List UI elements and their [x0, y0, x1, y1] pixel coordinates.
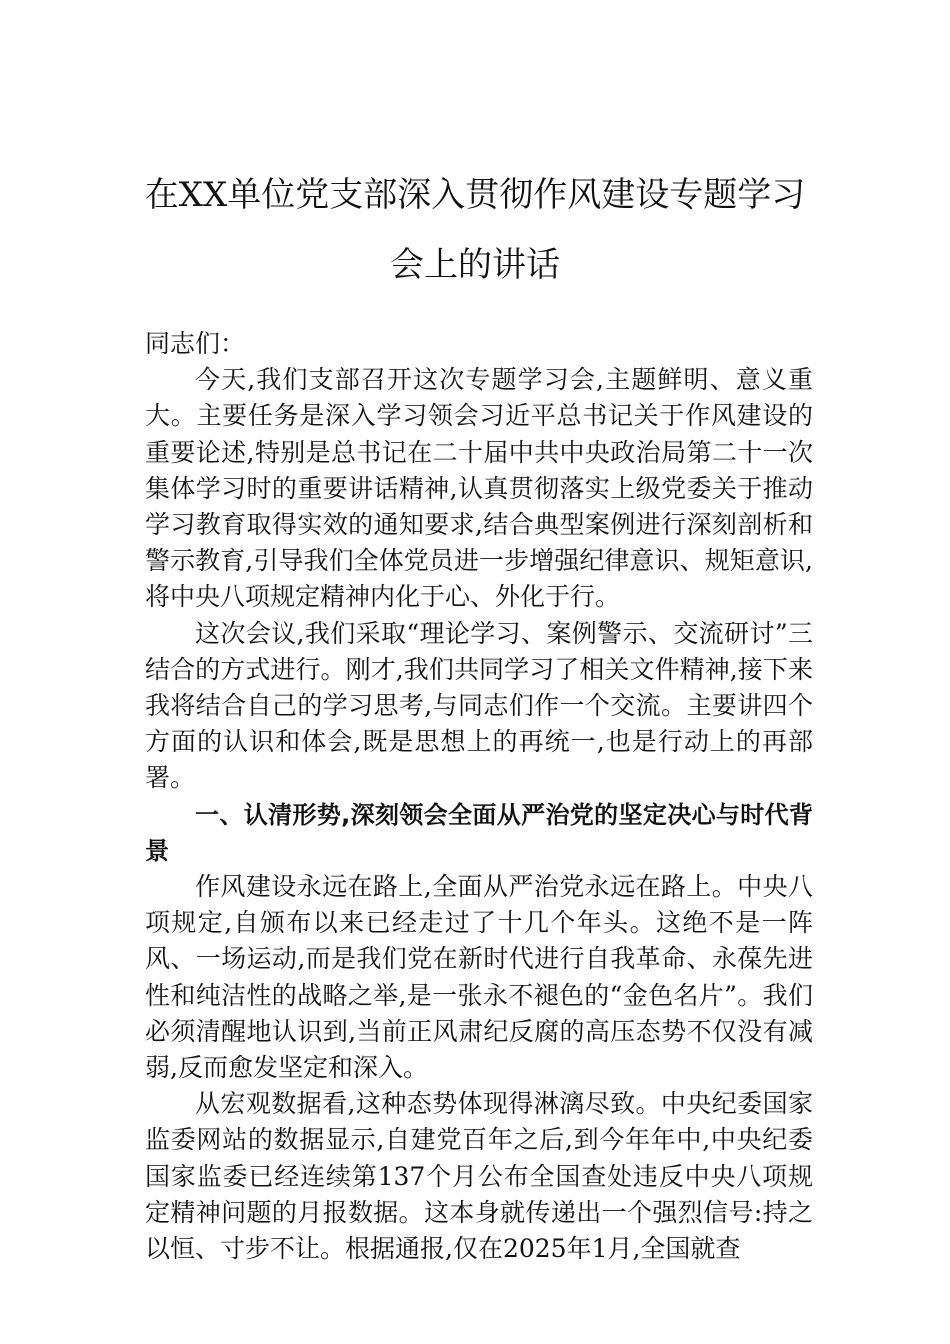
document-body: [145, 326, 813, 1267]
document-title: 在XX单位党支部深入贯彻作风建设专题学习会上的讲话: [144, 175, 806, 285]
section-heading-1: 一、认清形势,深刻领会全面从严治党的坚定决心与时代背景: [145, 800, 813, 865]
paragraph-opening: 今天,我们支部召开这次专题学习会,主题鲜明、意义重大。主要任务是深入学习领会习近平总书记关于作风建设的重要论述,特别是总书记在二十届中共中央政治局第二十一次集体学习时的重要讲话精神,认真贯彻落实上级党委关于推动学习教育取得实效的通知要求,结合典型案例进行深刻剖析和警示教育,引导我们全体党员进一步增强纪律意识、规矩意识,将中央八项规定精神内化于心、外化于行。: [145, 365, 813, 612]
paragraph-section-1-b: 从宏观数据看,这种态势体现得淋漓尽致。中央纪委国家监委网站的数据显示,自建党百年之后,到今年年中,中央纪委国家监委已经连续第137个月公布全国查处违反中央八项规定精神问题的月报数据。这本身就传递出一个强烈信号:持之以恒、寸步不让。根据通报,仅在2025年1月,全国就查: [145, 1089, 813, 1264]
paragraph-meeting-format: 这次会议,我们采取“理论学习、案例警示、交流研讨”三结合的方式进行。刚才,我们共同学习了相关文件精神,接下来我将结合自己的学习思考,与同志们作一个交流。主要讲四个方面的认识和体会,既是思想上的再统一,也是行动上的再部署。: [145, 618, 813, 793]
salutation: 同志们：: [145, 329, 246, 358]
paragraph-section-1-a: 作风建设永远在路上,全面从严治党永远在路上。中央八项规定,自颁布以来已经走过了十几个年头。这绝不是一阵风、一场运动,而是我们党在新时代进行自我革命、永葆先进性和纯洁性的战略之举,是一张永不褪色的“金色名片”。我们必须清醒地认识到,当前正风肃纪反腐的高压态势不仅没有减弱,反而愈发坚定和深入。: [145, 872, 813, 1083]
